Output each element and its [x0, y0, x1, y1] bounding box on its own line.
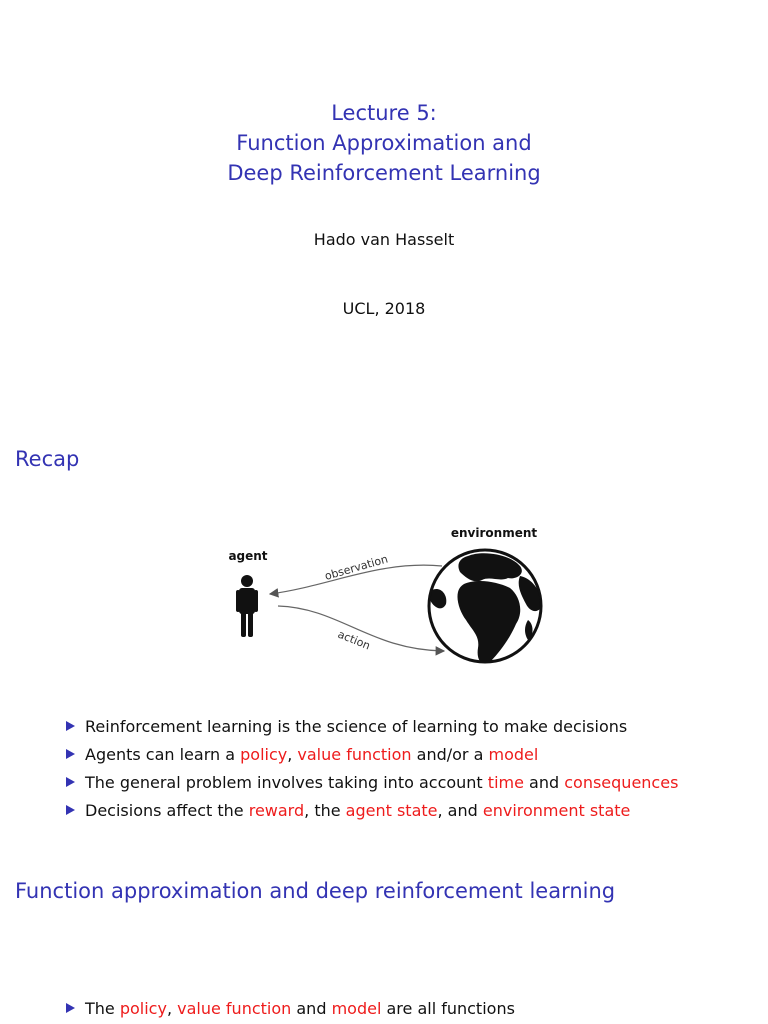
bullet-item [66, 713, 678, 741]
title-line-3: Deep Reinforcement Learning [227, 161, 541, 185]
action-label: action [335, 627, 373, 653]
bullet-text: The [85, 999, 120, 1018]
bullet-triangle-icon [66, 1003, 75, 1013]
agent-environment-diagram [220, 520, 550, 670]
bullet-text: are all functions [381, 999, 515, 1018]
bullet-text: , and [437, 801, 483, 820]
highlighted-term: value function [297, 745, 412, 764]
globe-icon [429, 550, 542, 664]
bullet-text: and [523, 773, 565, 792]
function-approximation-bullet-list [66, 995, 515, 1023]
observation-label: observation [323, 552, 390, 583]
title-line-2: Function Approximation and [236, 131, 532, 155]
bullet-text: and [291, 999, 332, 1018]
bullet-triangle-icon [66, 777, 75, 787]
bullet-text: Agents can learn a [85, 745, 241, 764]
bullet-item [66, 995, 515, 1023]
recap-heading: Recap [15, 447, 80, 471]
highlighted-term: policy [240, 745, 288, 764]
bullet-item [66, 769, 678, 797]
highlighted-term: time [487, 773, 524, 792]
bullet-text: , [166, 999, 178, 1018]
highlighted-term: agent state [345, 801, 438, 820]
bullet-item [66, 741, 678, 769]
bullet-text: , [287, 745, 298, 764]
function-approximation-heading: Function approximation and deep reinforcement learning [15, 879, 616, 903]
bullet-text: Reinforcement learning is the science of learning to make decisions [85, 717, 628, 736]
author-name: Hado van Hasselt [313, 230, 455, 249]
title-line-1: Lecture 5: [331, 101, 437, 125]
highlighted-term: environment state [482, 801, 631, 820]
bullet-triangle-icon [66, 749, 75, 759]
highlighted-term: model [331, 999, 382, 1018]
lecture-title [0, 98, 768, 188]
bullet-triangle-icon [66, 805, 75, 815]
bullet-text: Decisions affect the [85, 801, 249, 820]
bullet-triangle-icon [66, 721, 75, 731]
bullet-text: and/or a [411, 745, 489, 764]
highlighted-term: consequences [564, 773, 679, 792]
agent-label: agent [228, 549, 268, 563]
highlighted-term: policy [119, 999, 167, 1018]
bullet-item [66, 797, 678, 825]
person-icon [236, 575, 258, 637]
highlighted-term: value function [177, 999, 292, 1018]
venue-year: UCL, 2018 [342, 299, 426, 318]
recap-bullet-list [66, 713, 678, 825]
bullet-text: The general problem involves taking into account [85, 773, 488, 792]
bullet-text: , the [304, 801, 346, 820]
highlighted-term: reward [248, 801, 305, 820]
environment-label: environment [450, 526, 538, 540]
highlighted-term: model [488, 745, 539, 764]
